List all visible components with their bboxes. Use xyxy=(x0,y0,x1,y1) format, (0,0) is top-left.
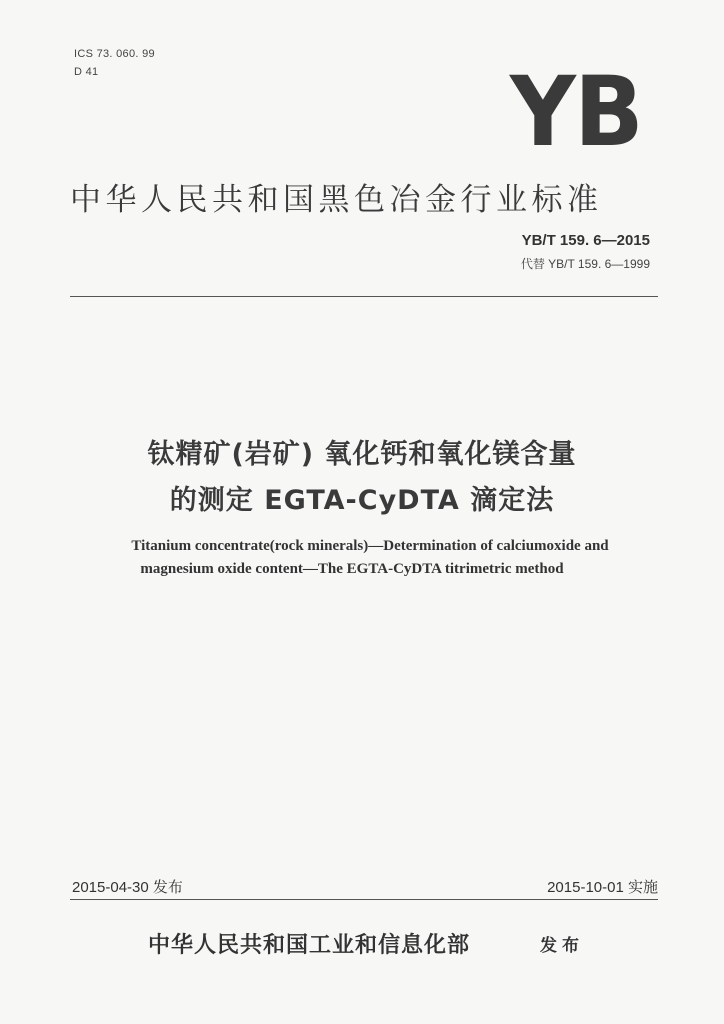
publish-label: 发布 xyxy=(540,936,584,956)
implementation-date: 2015-10-01 实施 xyxy=(547,879,658,896)
chinese-title-line-1: 钛精矿(岩矿) 氧化钙和氧化镁含量 xyxy=(147,439,577,470)
standard-category-title: 中华人民共和国黑色冶金行业标准 xyxy=(70,182,603,218)
publisher-name: 中华人民共和国工业和信息化部 xyxy=(148,932,471,958)
header-divider xyxy=(70,296,658,297)
standard-number: YB/T 159. 6—2015 xyxy=(521,232,650,249)
english-title-line-2: magnesium oxide content—The EGTA-CyDTA titrimetric method xyxy=(140,561,564,577)
chinese-title-line-2: 的测定 EGTA-CyDTA 滴定法 xyxy=(169,485,555,516)
issue-date: 2015-04-30 发布 xyxy=(72,879,183,896)
yb-logo: YB xyxy=(510,56,642,168)
classification-code: D 41 xyxy=(74,66,99,78)
replaces-note: 代替 YB/T 159. 6—1999 xyxy=(520,257,650,271)
english-title-line-1: Titanium concentrate(rock minerals)—Determination of calciumoxide and xyxy=(131,538,609,554)
ics-code: ICS 73. 060. 99 xyxy=(74,48,155,60)
footer-divider xyxy=(70,899,658,900)
